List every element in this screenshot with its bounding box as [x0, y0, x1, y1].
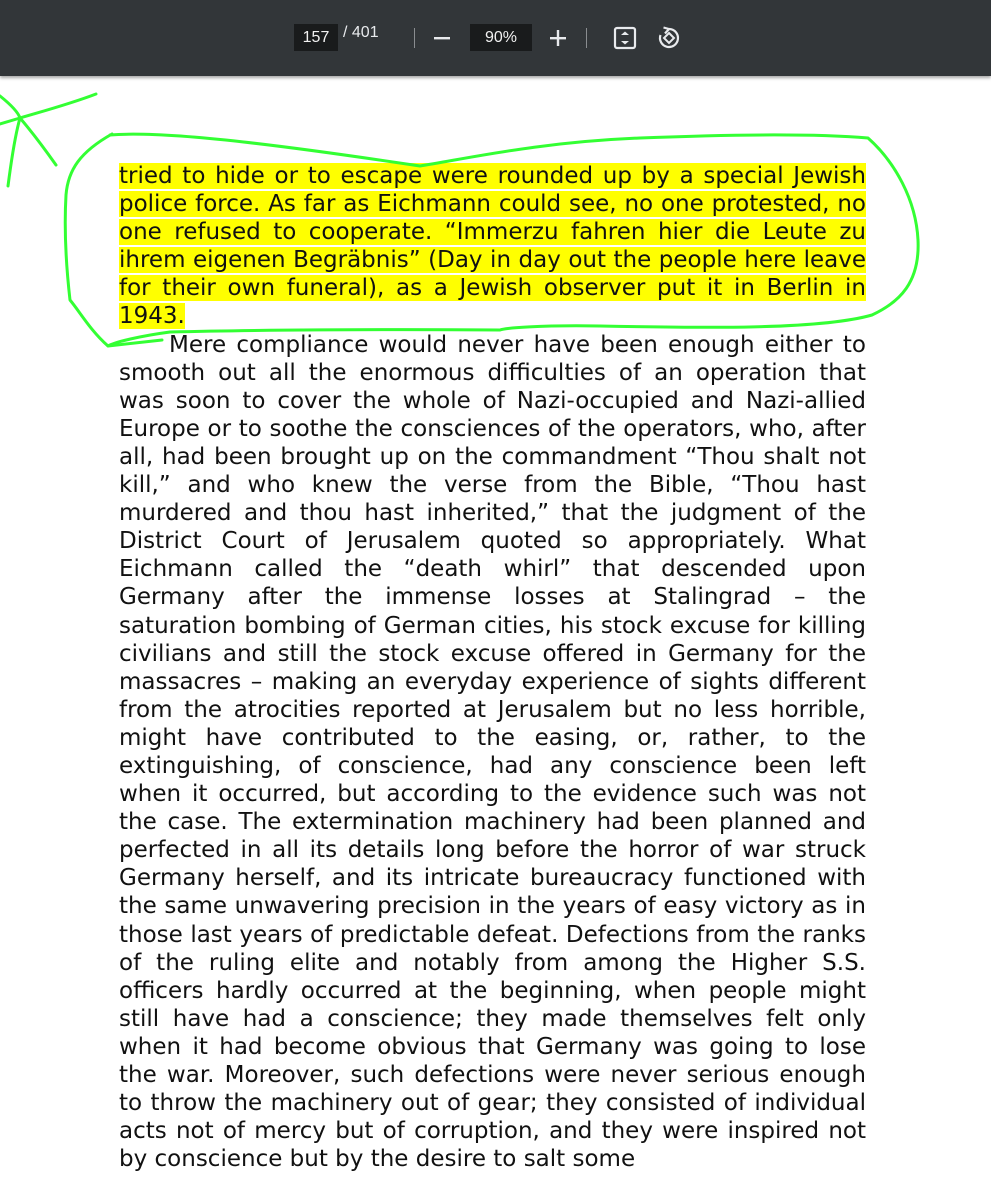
zoom-in-button[interactable] [542, 22, 574, 54]
freehand-star-stroke [0, 94, 96, 186]
minus-icon [432, 28, 452, 48]
fit-to-page-button[interactable] [609, 22, 641, 54]
plus-icon [548, 28, 568, 48]
page-text [119, 162, 866, 1173]
pdf-page [0, 76, 991, 1199]
page-number-input[interactable] [294, 24, 338, 51]
rotate-icon [656, 25, 682, 51]
fit-to-page-icon [612, 25, 638, 51]
toolbar-divider [586, 28, 587, 48]
toolbar-divider [414, 28, 415, 48]
zoom-level-input[interactable] [470, 24, 532, 51]
body-paragraph: Mere compliance would never have been enough either to smooth out all the enormous difficulties of an operation that was soon to cover the whole of Nazi-occupied and Nazi-allied Europe or to soothe the consciences of the operators, who, after all, had been brought up on the commandment “Thou shalt not kill,” and who knew the verse from the Bible, “Thou hast murdered and thou hast inherited,” that the judgment of the District Court of Jerusalem quoted so appropriately. What Eichmann called the “death whirl” that descended upon Germany after the immense losses at Stalingrad – the saturation bombing of German cities, his stock excuse for killing civilians and still the stock excuse offered in Germany for the massacres – making an everyday experience of sights different from the atrocities reported at Jerusalem but no less horrible, might have contributed to the easing, or, rather, to the extinguishing, of conscience, had any conscience been left when it occurred, but according to the evidence such was not the case. The extermination machinery had been planned and perfected in all its details long before the horror of war struck Germany herself, and its intricate bureaucracy functioned with the same unwavering precision in the years of easy victory as in those last years of predictable defeat. Defections from the ranks of the ruling elite and notably from among the Higher S.S. officers hardly occurred at the beginning, when people might still have had a conscience; they made themselves felt only when it had become obvious that Germany was going to lose the war. Moreover, such defections were never serious enough to throw the machinery out of gear; they consisted of individual acts not of mercy but of corruption, and they were inspired not by conscience but by the desire to salt some [119, 331, 866, 1173]
pdf-toolbar [0, 0, 991, 76]
page-total-label: / 401 [343, 24, 379, 41]
zoom-out-button[interactable] [426, 22, 458, 54]
highlighted-text: tried to hide or to escape were rounded up by a special Jewish police force. As far as Eichmann could see, no one protested, no one refused to cooperate. “Immerzu fahren hier die Leute zu ihrem eigenen Begräbnis” (Day in day out the people here leave for their own funeral), as a Jewish observer put it in Berlin in 1943. [119, 163, 866, 330]
highlighted-paragraph [119, 162, 866, 331]
rotate-button[interactable] [653, 22, 685, 54]
